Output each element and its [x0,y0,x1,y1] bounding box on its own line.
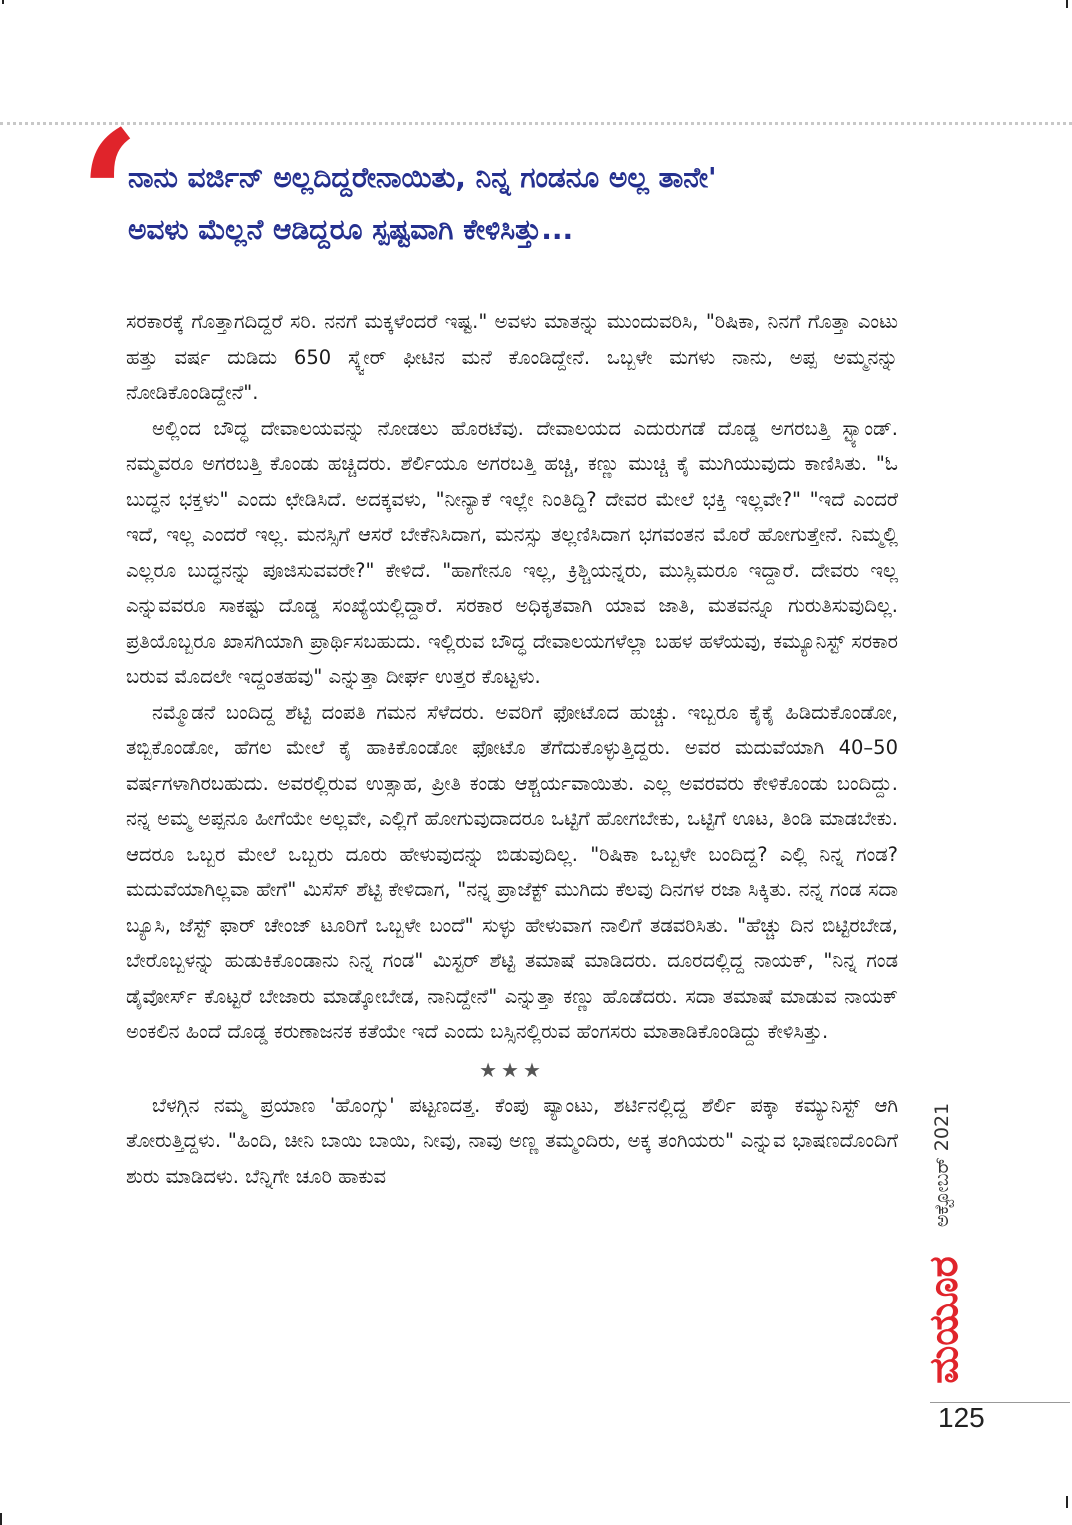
dotted-separator [0,122,1072,125]
issue-date-text: ಅಕ್ಟೋಬರ್ 2021 [931,1102,953,1228]
crop-mark-bottom-left [0,1513,2,1525]
crop-mark-bottom-right [1066,1496,1068,1508]
pull-quote-line: ನಾನು ವರ್ಜಿನ್ ಅಲ್ಲದಿದ್ದರೇನಾಯಿತು, ನಿನ್ನ ಗಂಡನೂ ಅಲ್ಲ ತಾನೇ' [128,161,717,194]
pull-quote-line: ಅವಳು ಮೆಲ್ಲನೆ ಆಡಿದ್ದರೂ ಸ್ಪಷ್ಟವಾಗಿ ಕೇಳಿಸಿತ್ತು... [128,213,574,246]
crop-mark-top-left [2,0,4,4]
article-paragraph: ಬೆಳಗ್ಗಿನ ನಮ್ಮ ಪ್ರಯಾಣ 'ಹೊಂಗ್ಸು' ಪಟ್ಟಣದತ್ತ. ಕೆಂಪು ಪ್ಯಾಂಟು, ಶರ್ಟಿನಲ್ಲಿದ್ದ ಶೆರ್ಲಿ ಪಕ್ಕಾ ಕಮ್ಯುನಿಸ್ಟ್ ಆಗಿ ತೋರುತ್ತಿದ್ದಳು. "ಹಿಂದಿ, ಚೀನಿ ಬಾಯಿ ಬಾಯಿ, ನೀವು, ನಾವು ಅಣ್ಣ ತಮ್ಮಂದಿರು, ಅಕ್ಕ ತಂಗಿಯರು" ಎನ್ನುವ ಭಾಷಣದೊಂದಿಗೆ ಶುರು ಮಾಡಿದಳು. ಬೆನ್ನಿಗೇ ಚೂರಿ ಹಾಕುವ [126,1093,898,1188]
article-paragraph: ಅಲ್ಲಿಂದ ಬೌದ್ಧ ದೇವಾಲಯವನ್ನು ನೋಡಲು ಹೊರಟೆವು. ದೇವಾಲಯದ ಎದುರುಗಡೆ ದೊಡ್ಡ ಅಗರಬತ್ತಿ ಸ್ಟ್ಯಾಂಡ್. ನಮ್ಮವರೂ ಅಗರಬತ್ತಿ ಕೊಂಡು ಹಚ್ಚಿದರು. ಶೆರ್ಲಿಯೂ ಅಗರಬತ್ತಿ ಹಚ್ಚಿ, ಕಣ್ಣು ಮುಚ್ಚಿ ಕೈ ಮುಗಿಯುವುದು ಕಾಣಿಸಿತು. "ಓ ಬುದ್ಧನ ಭಕ್ತಳು" ಎಂದು ಛೇಡಿಸಿದೆ. ಅದಕ್ಕವಳು, "ನೀನ್ಯಾಕೆ ಇಲ್ಲೇ ನಿಂತಿದ್ದಿ? ದೇವರ ಮೇಲೆ ಭಕ್ತಿ ಇಲ್ಲವೇ?" "ಇದೆ ಎಂದರೆ ಇದೆ, ಇಲ್ಲ ಎಂದರೆ ಇಲ್ಲ. ಮನಸ್ಸಿಗೆ ಆಸರೆ ಬೇಕೆನಿಸಿದಾಗ, ಮನಸ್ಸು ತಲ್ಲಣಿಸಿದಾಗ ಭಗವಂತನ ಮೊರೆ ಹೋಗುತ್ತೇನೆ. ನಿಮ್ಮಲ್ಲಿ ಎಲ್ಲರೂ ಬುದ್ಧನನ್ನು ಪೂಜಿಸುವವರೇ?" ಕೇಳಿದೆ. "ಹಾಗೇನೂ ಇಲ್ಲ, ಕ್ರಿಶ್ಚಿಯನ್ನರು, ಮುಸ್ಲಿಮರೂ ಇದ್ದಾರೆ. ದೇವರು ಇಲ್ಲ ಎನ್ನುವವರೂ ಸಾಕಷ್ಟು ದೊಡ್ಡ ಸಂಖ್ಯೆಯಲ್ಲಿದ್ದಾರೆ. ಸರಕಾರ ಅಧಿಕೃತವಾಗಿ ಯಾವ ಜಾತಿ, ಮತವನ್ನೂ ಗುರುತಿಸುವುದಿಲ್ಲ. ಪ್ರತಿಯೊಬ್ಬರೂ ಖಾಸಗಿಯಾಗಿ ಪ್ರಾರ್ಥಿಸಬಹುದು. ಇಲ್ಲಿರುವ ಬೌದ್ಧ ದೇವಾಲಯಗಳೆಲ್ಲಾ ಬಹಳ ಹಳೆಯವು, ಕಮ್ಯೂನಿಸ್ಟ್ ಸರಕಾರ ಬರುವ ಮೊದಲೇ ಇದ್ದಂತಹವು" ಎನ್ನುತ್ತಾ ದೀರ್ಘ ಉತ್ತರ ಕೊಟ್ಟಳು. [126,416,898,688]
page-number: 125 [938,1402,985,1433]
article-paragraph: ನಮ್ಮೊಡನೆ ಬಂದಿದ್ದ ಶೆಟ್ಟಿ ದಂಪತಿ ಗಮನ ಸೆಳೆದರು. ಅವರಿಗೆ ಫೋಟೊದ ಹುಚ್ಚು. ಇಬ್ಬರೂ ಕೈಕೈ ಹಿಡಿದುಕೊಂಡೋ, ತಬ್ಬಿಕೊಂಡೋ, ಹೆಗಲ ಮೇಲೆ ಕೈ ಹಾಕಿಕೊಂಡೋ ಫೋಟೊ ತೆಗೆದುಕೊಳ್ಳುತ್ತಿದ್ದರು. ಅವರ ಮದುವೆಯಾಗಿ 40–50 ವರ್ಷಗಳಾಗಿರಬಹುದು. ಅವರಲ್ಲಿರುವ ಉತ್ಸಾಹ, ಪ್ರೀತಿ ಕಂಡು ಆಶ್ಚರ್ಯವಾಯಿತು. ಎಲ್ಲ ಅವರವರು ಕೇಳಿಕೊಂಡು ಬಂದಿದ್ದು. ನನ್ನ ಅಮ್ಮ ಅಪ್ಪನೂ ಹೀಗೆಯೇ ಅಲ್ಲವೇ, ಎಲ್ಲಿಗೆ ಹೋಗುವುದಾದರೂ ಒಟ್ಟಿಗೆ ಹೋಗಬೇಕು, ಒಟ್ಟಿಗೆ ಊಟ, ತಿಂಡಿ ಮಾಡಬೇಕು. ಆದರೂ ಒಬ್ಬರ ಮೇಲೆ ಒಬ್ಬರು ದೂರು ಹೇಳುವುದನ್ನು ಬಿಡುವುದಿಲ್ಲ. "ರಿಷಿಕಾ ಒಬ್ಬಳೇ ಬಂದಿದ್ದ? ಎಲ್ಲಿ ನಿನ್ನ ಗಂಡ? ಮದುವೆಯಾಗಿಲ್ಲವಾ ಹೇಗೆ" ಮಿಸೆಸ್ ಶೆಟ್ಟಿ ಕೇಳಿದಾಗ, "ನನ್ನ ಪ್ರಾಜೆಕ್ಟ್ ಮುಗಿದು ಕೆಲವು ದಿನಗಳ ರಜಾ ಸಿಕ್ಕಿತು. ನನ್ನ ಗಂಡ ಸದಾ ಬ್ಯೂಸಿ, ಜೆಸ್ಟ್ ಫಾರ್ ಚೇಂಜ್ ಟೂರಿಗೆ ಒಬ್ಬಳೇ ಬಂದೆ" ಸುಳ್ಳು ಹೇಳುವಾಗ ನಾಲಿಗೆ ತಡವರಿಸಿತು. "ಹೆಚ್ಚು ದಿನ ಬಿಟ್ಟಿರಬೇಡ, ಬೇರೊಬ್ಬಳನ್ನು ಹುಡುಕಿಕೊಂಡಾನು ನಿನ್ನ ಗಂಡ" ಮಿಸ್ಟರ್ ಶೆಟ್ಟಿ ತಮಾಷೆ ಮಾಡಿದರು. ದೂರದಲ್ಲಿದ್ದ ನಾಯಕ್, "ನಿನ್ನ ಗಂಡ ಡೈವೋರ್ಸ್ ಕೊಟ್ಟರೆ ಬೇಜಾರು ಮಾಡ್ಕೋಬೇಡ, ನಾನಿದ್ದೇನೆ" ಎನ್ನುತ್ತಾ ಕಣ್ಣು ಹೊಡೆದರು. ಸದಾ ತಮಾಷೆ ಮಾಡುವ ನಾಯಕ್ ಅಂಕಲಿನ ಹಿಂದೆ ದೊಡ್ಡ ಕರುಣಾಜನಕ ಕತೆಯೇ ಇದೆ ಎಂದು ಬಸ್ಸಿನಲ್ಲಿರುವ ಹೆಂಗಸರು ಮಾತಾಡಿಕೊಂಡಿದ್ದು ಕೇಳಿಸಿತ್ತು. [126,700,898,1043]
magazine-logo [918,1250,970,1390]
issue-date [922,1080,962,1250]
crop-mark-top-right [1066,0,1068,8]
article-body [126,304,898,1194]
pull-quote [128,152,928,256]
magazine-logo-text: ಮಯೂರ [921,1256,967,1384]
quote-mark-icon: ‘ [78,92,141,303]
article-paragraph: ಸರಕಾರಕ್ಕೆ ಗೊತ್ತಾಗದಿದ್ದರೆ ಸರಿ. ನನಗೆ ಮಕ್ಕಳೆಂದರೆ ಇಷ್ಟ." ಅವಳು ಮಾತನ್ನು ಮುಂದುವರಿಸಿ, "ರಿಷಿಕಾ, ನಿನಗೆ ಗೊತ್ತಾ ಎಂಟು ಹತ್ತು ವರ್ಷ ದುಡಿದು 650 ಸ್ಕ್ವೇರ್ ಫೀಟಿನ ಮನೆ ಕೊಂಡಿದ್ದೇನೆ. ಒಬ್ಬಳೇ ಮಗಳು ನಾನು, ಅಪ್ಪ ಅಮ್ಮನನ್ನು ನೋಡಿಕೊಂಡಿದ್ದೇನೆ". [126,310,898,404]
section-separator: ★★★ [479,1057,545,1082]
